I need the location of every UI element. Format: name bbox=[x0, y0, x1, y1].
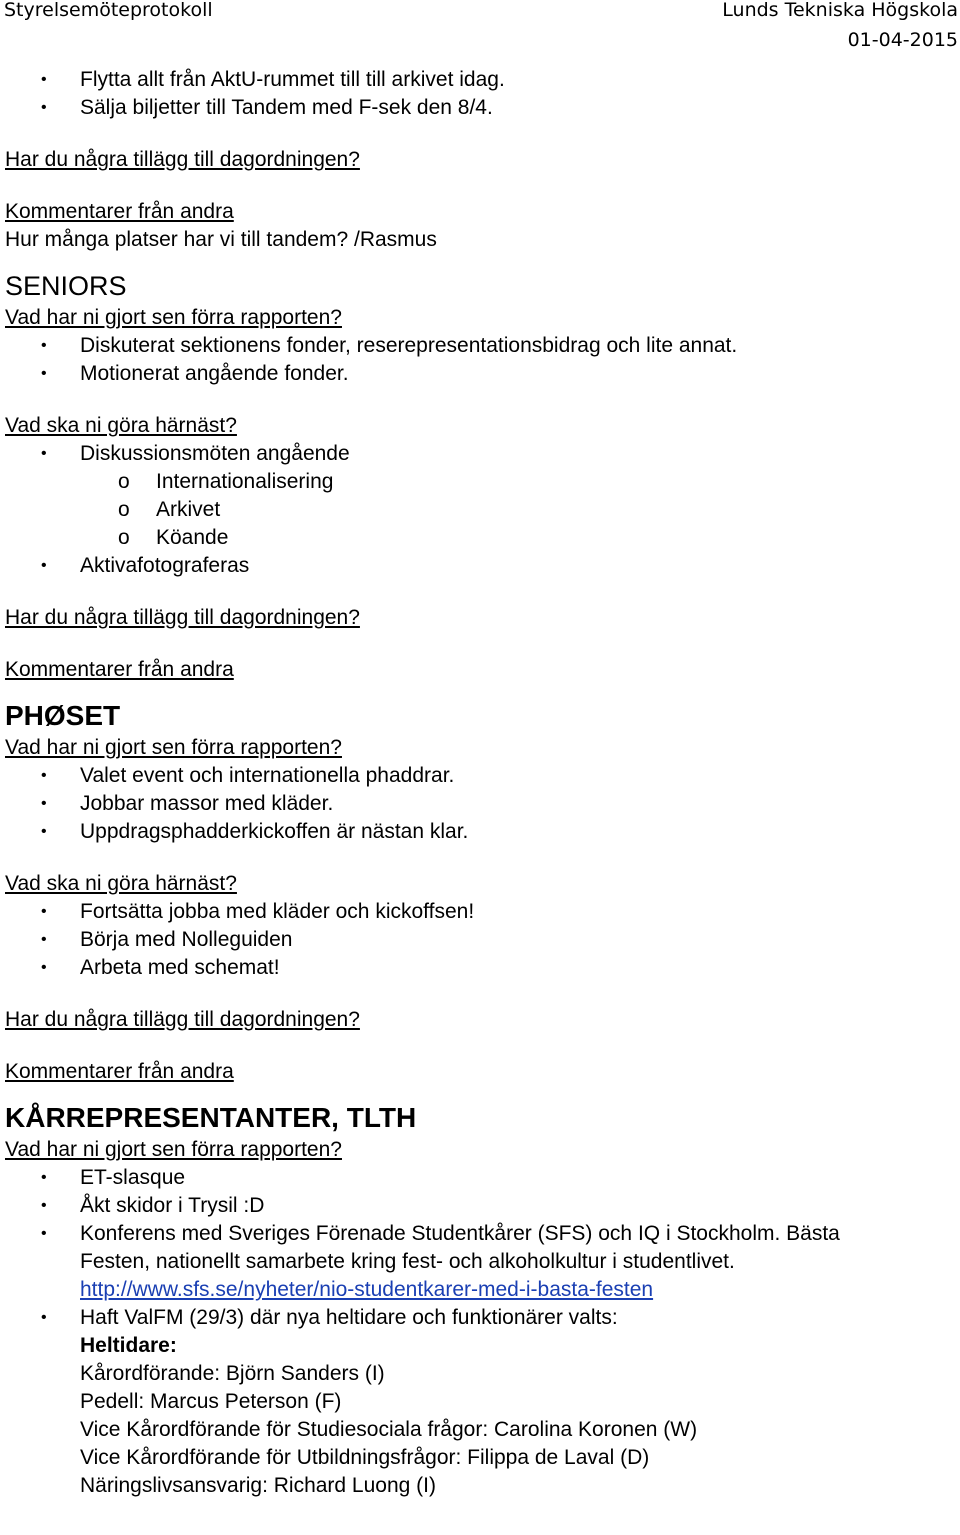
sfs-link[interactable]: http://www.sfs.se/nyheter/nio-studentkarer-med-i-basta-festen bbox=[80, 1278, 654, 1301]
addition-question: Har du några tillägg till dagordningen? bbox=[5, 148, 360, 171]
done-question: Vad har ni gjort sen förra rapporten? bbox=[5, 1138, 342, 1161]
list-item: • Jobbar massor med kläder. bbox=[5, 790, 957, 818]
next-question: Vad ska ni göra härnäst? bbox=[5, 414, 237, 437]
comment-text: Hur många platser har vi till tandem? /Rasmus bbox=[5, 228, 437, 251]
list-item: • Börja med Nolleguiden bbox=[5, 926, 957, 954]
list-item: • Motionerat angående fonder. bbox=[5, 360, 957, 388]
list-item: • Diskussionsmöten angående bbox=[5, 440, 957, 468]
sub-list-item: o Arkivet bbox=[5, 496, 957, 524]
sub-list-item: o Internationalisering bbox=[5, 468, 957, 496]
role-line: Pedell: Marcus Peterson (F) bbox=[80, 1390, 342, 1413]
addition-question: Har du några tillägg till dagordningen? bbox=[5, 606, 360, 629]
list-item: • Åkt skidor i Trysil :D bbox=[5, 1192, 957, 1220]
role-line: Vice Kårordförande för Utbildningsfrågor: Filippa de Laval (D) bbox=[80, 1446, 650, 1469]
section-title-karrepresentanter: KÅRREPRESENTANTER, TLTH bbox=[5, 1102, 417, 1133]
list-item: • ET-slasque bbox=[5, 1164, 957, 1192]
institution-name: Lunds Tekniska Högskola bbox=[722, 0, 958, 21]
list-item: • Sälja biljetter till Tandem med F-sek den 8/4. bbox=[5, 94, 957, 122]
list-item: • Flytta allt från AktU-rummet till till arkivet idag. bbox=[5, 66, 957, 94]
conference-text-line1: Konferens med Sveriges Förenade Studentkårer (SFS) och IQ i Stockholm. Bästa bbox=[80, 1222, 840, 1245]
role-line: Näringslivsansvarig: Richard Luong (I) bbox=[80, 1474, 436, 1497]
heltidare-label: Heltidare: bbox=[80, 1334, 177, 1357]
list-item: • Uppdragsphadderkickoffen är nästan klar. bbox=[5, 818, 957, 846]
done-question: Vad har ni gjort sen förra rapporten? bbox=[5, 306, 342, 329]
list-item: • Valet event och internationella phaddrar. bbox=[5, 762, 957, 790]
comments-question: Kommentarer från andra bbox=[5, 1060, 234, 1083]
document-date: 01-04-2015 bbox=[847, 29, 958, 51]
section-title-phoset: PHØSET bbox=[5, 700, 121, 731]
addition-question: Har du några tillägg till dagordningen? bbox=[5, 1008, 360, 1031]
document-body bbox=[5, 66, 957, 1500]
list-item bbox=[5, 1220, 957, 1304]
sub-list-item: o Köande bbox=[5, 524, 957, 552]
list-item: • Arbeta med schemat! bbox=[5, 954, 957, 982]
comments-question: Kommentarer från andra bbox=[5, 200, 234, 223]
done-question: Vad har ni gjort sen förra rapporten? bbox=[5, 736, 342, 759]
list-item: • Diskuterat sektionens fonder, reserepresentationsbidrag och lite annat. bbox=[5, 332, 957, 360]
list-item bbox=[5, 1304, 957, 1500]
role-line: Vice Kårordförande för Studiesociala frågor: Carolina Koronen (W) bbox=[80, 1418, 698, 1441]
list-item: • Aktivafotograferas bbox=[5, 552, 957, 580]
comments-question: Kommentarer från andra bbox=[5, 658, 234, 681]
role-line: Kårordförande: Björn Sanders (I) bbox=[80, 1362, 385, 1385]
page-header bbox=[0, 0, 960, 56]
section-title-seniors: SENIORS bbox=[5, 271, 127, 301]
conference-text-line2: Festen, nationellt samarbete kring fest- och alkoholkultur i studentlivet. bbox=[80, 1250, 735, 1273]
valfm-text: Haft ValFM (29/3) där nya heltidare och funktionärer valts: bbox=[80, 1306, 618, 1329]
list-item: • Fortsätta jobba med kläder och kickoffsen! bbox=[5, 898, 957, 926]
document-title: Styrelsemöteprotokoll bbox=[4, 0, 213, 21]
next-question: Vad ska ni göra härnäst? bbox=[5, 872, 237, 895]
